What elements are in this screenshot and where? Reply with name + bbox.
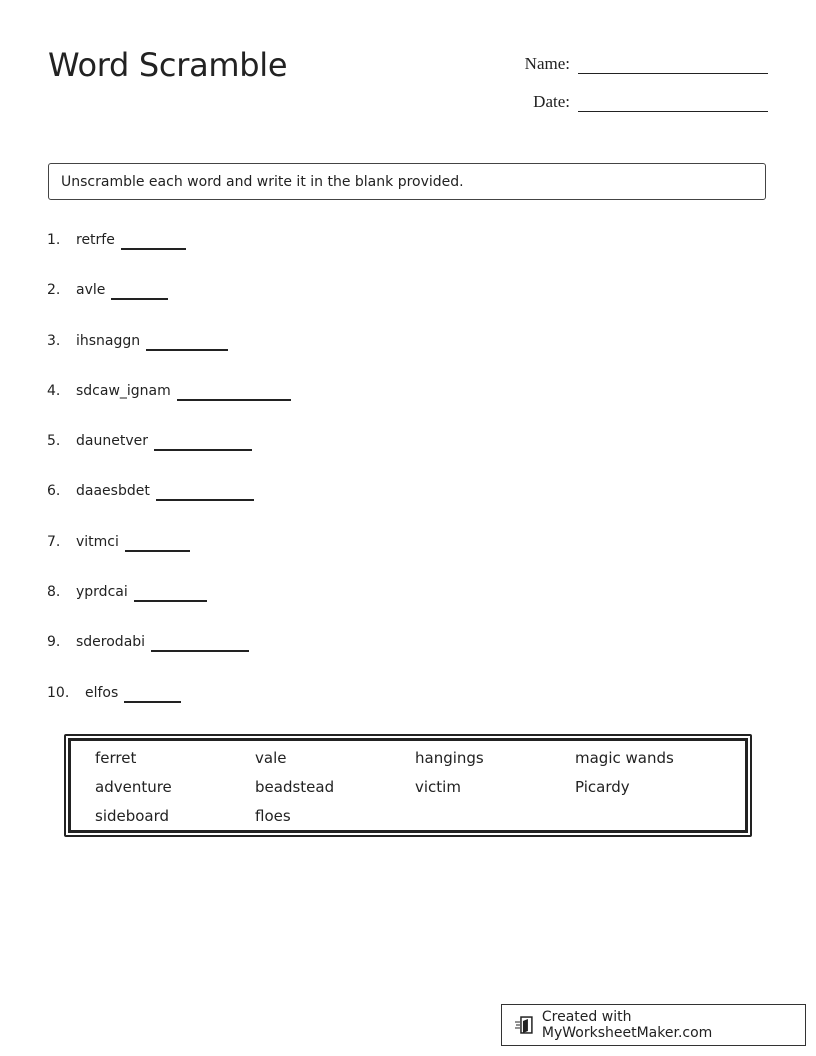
scrambled-word: retrfe xyxy=(76,232,115,248)
worksheet-logo-icon xyxy=(514,1014,536,1036)
name-label: Name: xyxy=(524,54,570,73)
scramble-item xyxy=(47,427,647,477)
item-number: 2. xyxy=(47,282,61,299)
date-field[interactable] xyxy=(533,92,768,112)
item-number: 9. xyxy=(47,634,61,651)
scramble-item xyxy=(47,528,647,578)
word-bank xyxy=(64,734,752,837)
item-number: 1. xyxy=(47,232,61,248)
item-number: 5. xyxy=(47,433,61,450)
date-label: Date: xyxy=(533,92,570,111)
scrambled-word: yprdcai xyxy=(76,584,128,601)
scramble-item xyxy=(47,327,647,377)
scramble-item xyxy=(47,276,647,326)
answer-blank[interactable] xyxy=(154,427,252,451)
name-line[interactable] xyxy=(578,55,768,74)
item-number: 10. xyxy=(47,684,70,701)
page-title: Word Scramble xyxy=(48,46,288,84)
scrambled-word: daaesbdet xyxy=(76,483,150,500)
scramble-item xyxy=(47,377,647,427)
answer-blank[interactable] xyxy=(151,628,249,652)
footer-text: Created with MyWorksheetMaker.com xyxy=(541,1009,713,1041)
scrambled-word: elfos xyxy=(85,684,119,701)
word-bank-item: Picardy xyxy=(575,778,630,796)
item-number: 4. xyxy=(47,382,61,399)
answer-blank[interactable] xyxy=(134,578,207,602)
answer-blank[interactable] xyxy=(146,327,228,351)
footer-credit[interactable] xyxy=(501,1004,806,1046)
word-bank-item: victim xyxy=(415,778,461,796)
scramble-item xyxy=(47,477,647,527)
answer-blank[interactable] xyxy=(156,477,254,501)
word-bank-item: hangings xyxy=(415,749,484,767)
item-number: 6. xyxy=(47,483,61,500)
word-bank-item: beadstead xyxy=(255,778,335,796)
word-bank-grid xyxy=(68,738,748,833)
scramble-item xyxy=(47,628,647,678)
item-number: 8. xyxy=(47,584,61,601)
word-bank-item: floes xyxy=(255,807,291,825)
item-number: 3. xyxy=(47,332,61,349)
word-bank-item: magic wands xyxy=(575,749,674,767)
answer-blank[interactable] xyxy=(121,226,186,250)
instructions-box: Unscramble each word and write it in the blank provided. xyxy=(48,163,766,200)
scrambled-word: vitmci xyxy=(76,533,119,550)
scramble-list xyxy=(47,226,647,729)
answer-blank[interactable] xyxy=(111,276,168,300)
scrambled-word: daunetver xyxy=(76,433,148,450)
scrambled-word: sderodabi xyxy=(76,634,146,651)
word-bank-item: sideboard xyxy=(95,807,170,825)
answer-blank[interactable] xyxy=(125,528,190,552)
name-field[interactable] xyxy=(525,54,768,74)
scrambled-word: sdcaw_ignam xyxy=(76,382,171,399)
item-number: 7. xyxy=(47,533,61,550)
scramble-item xyxy=(47,679,647,729)
scrambled-word: avle xyxy=(76,282,106,299)
answer-blank[interactable] xyxy=(177,377,291,401)
word-bank-item: vale xyxy=(255,749,287,767)
date-line[interactable] xyxy=(578,93,768,112)
word-bank-item: adventure xyxy=(95,778,172,796)
scrambled-word: ihsnaggn xyxy=(76,332,141,349)
word-bank-item: ferret xyxy=(95,749,137,767)
scramble-item xyxy=(47,226,647,276)
answer-blank[interactable] xyxy=(124,679,181,703)
scramble-item xyxy=(47,578,647,628)
